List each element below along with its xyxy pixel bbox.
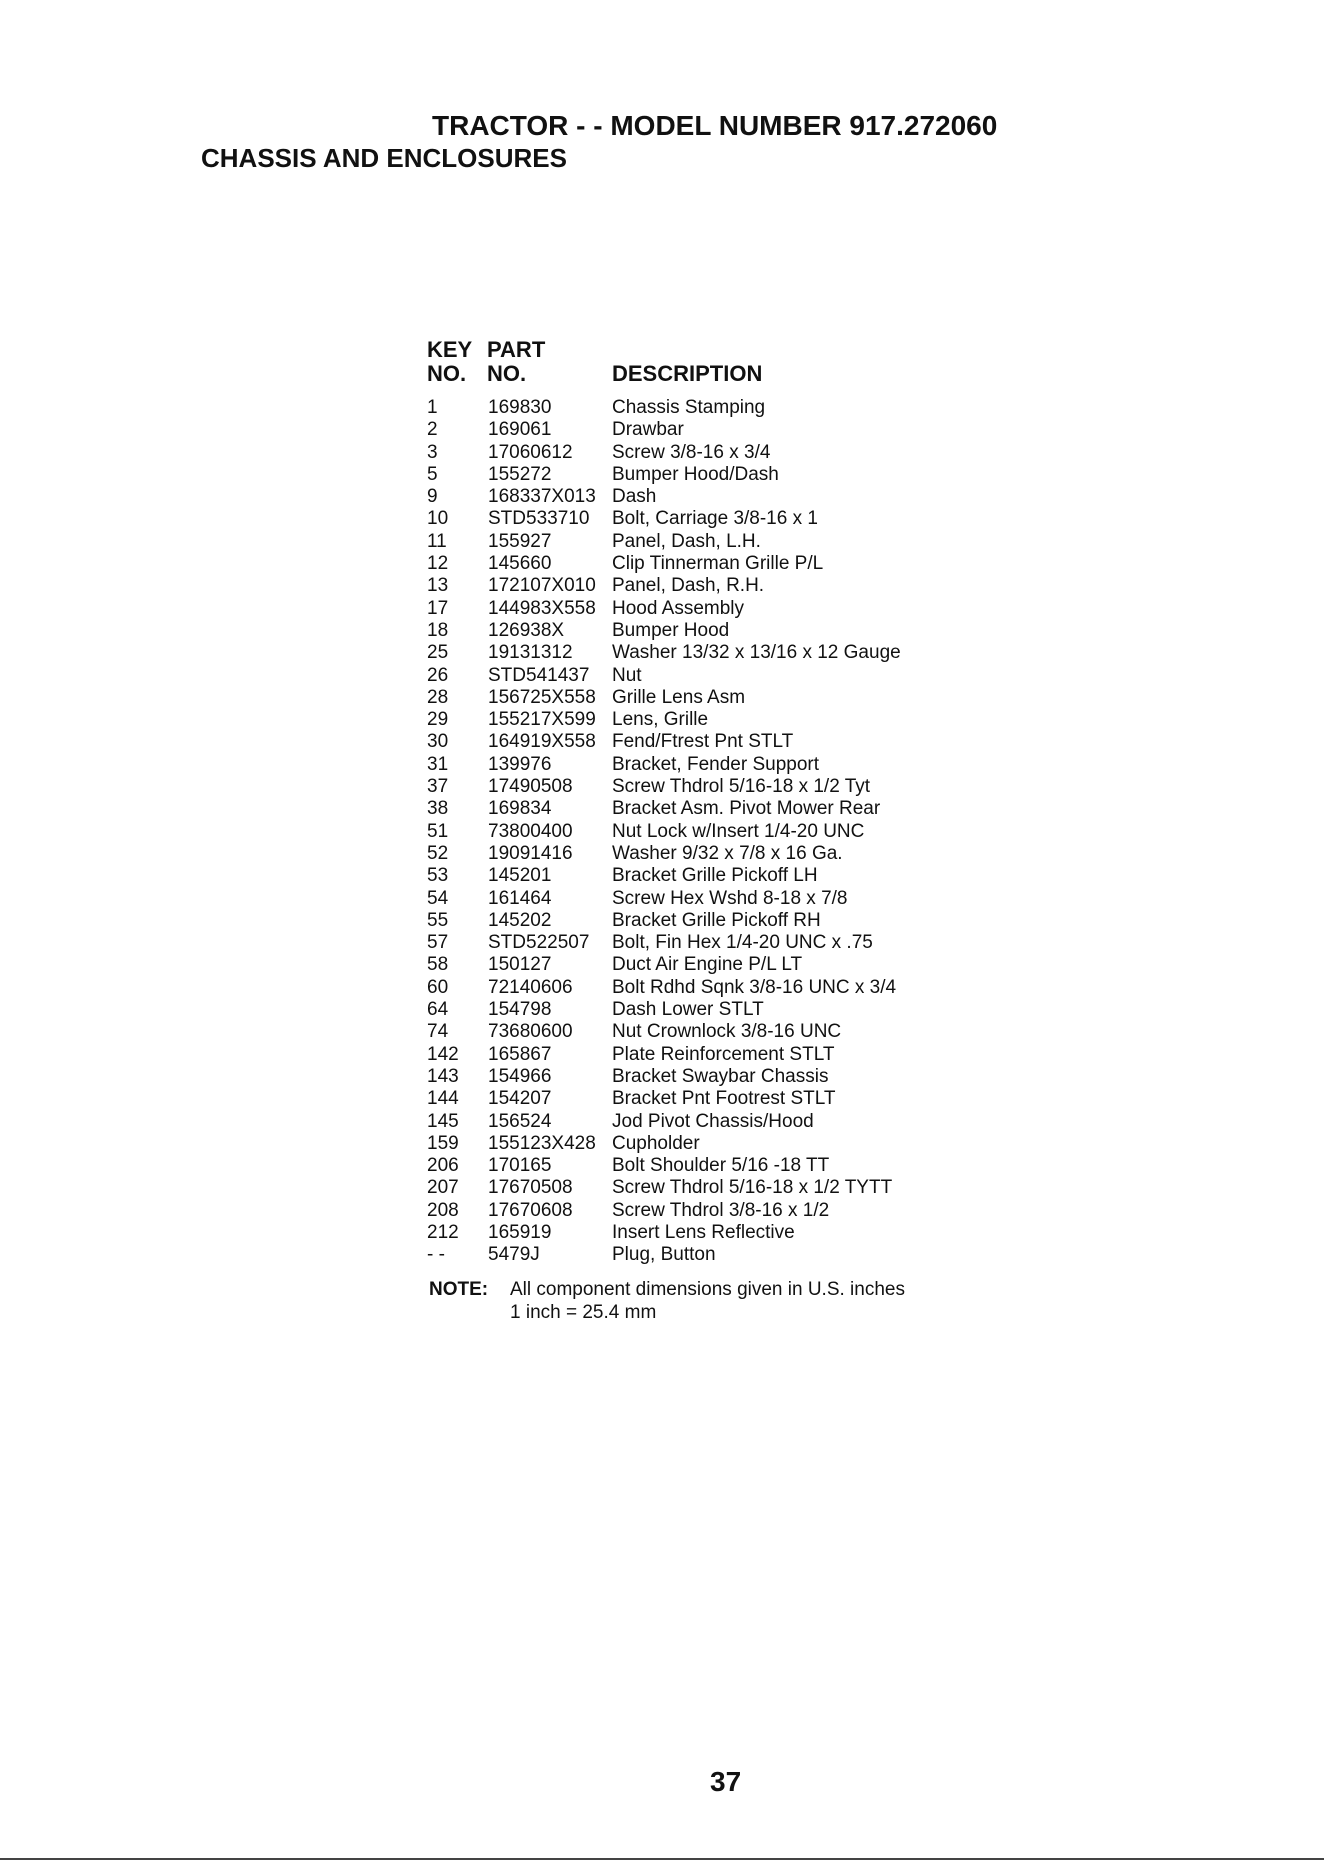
page-number: 37 xyxy=(710,1766,742,1797)
part-number: 19131312 xyxy=(488,642,573,664)
parts-row xyxy=(427,642,1047,664)
part-column-header-line1: PART xyxy=(487,337,546,362)
parts-row xyxy=(427,754,1047,776)
parts-row xyxy=(427,620,1047,642)
part-description: Nut Crownlock 3/8-16 UNC xyxy=(612,1021,842,1043)
parts-row xyxy=(427,798,1047,820)
key-number: 142 xyxy=(427,1043,459,1065)
part-description: Washer 13/32 x 13/16 x 12 Gauge xyxy=(612,642,901,664)
part-number: 126938X xyxy=(488,619,565,641)
key-column-header-line1: KEY xyxy=(427,337,473,362)
part-description: Bumper Hood xyxy=(612,619,730,641)
part-description: Chassis Stamping xyxy=(612,397,766,418)
parts-row xyxy=(427,954,1047,976)
parts-row xyxy=(427,888,1047,910)
key-number: 2 xyxy=(427,419,438,441)
key-number: 143 xyxy=(427,1065,459,1087)
part-number: 17670608 xyxy=(488,1199,573,1221)
part-description: Bolt Rdhd Sqnk 3/8-16 UNC x 3/4 xyxy=(612,976,897,998)
key-number: 5 xyxy=(427,463,438,485)
key-number: 208 xyxy=(427,1199,459,1221)
bottom-edge-rule xyxy=(0,1858,1324,1860)
part-number: 17670508 xyxy=(488,1177,573,1199)
part-description: Dash xyxy=(612,486,657,508)
key-number: 17 xyxy=(427,597,449,619)
part-description: Nut xyxy=(612,664,642,686)
part-number: 145660 xyxy=(488,553,552,575)
key-number: 60 xyxy=(427,976,449,998)
key-number: - - xyxy=(427,1244,445,1266)
parts-row xyxy=(427,1088,1047,1110)
key-number: 145 xyxy=(427,1110,459,1132)
key-number: 38 xyxy=(427,798,449,820)
parts-row xyxy=(427,598,1047,620)
part-number: 155272 xyxy=(488,463,552,485)
key-number: 159 xyxy=(427,1132,459,1154)
part-number: 17490508 xyxy=(488,776,573,798)
key-number: 12 xyxy=(427,553,449,575)
part-number: 155123X428 xyxy=(488,1132,596,1154)
parts-row xyxy=(427,486,1047,508)
part-description: Cupholder xyxy=(612,1132,700,1154)
key-number: 10 xyxy=(427,508,449,530)
part-description: Jod Pivot Chassis/Hood xyxy=(612,1110,814,1132)
part-description: Panel, Dash, R.H. xyxy=(612,575,765,597)
key-number: 212 xyxy=(427,1221,459,1243)
parts-row xyxy=(427,709,1047,731)
part-description: Screw Thdrol 5/16-18 x 1/2 Tyt xyxy=(612,776,871,798)
part-description: Screw Thdrol 3/8-16 x 1/2 xyxy=(612,1199,830,1221)
part-description: Bolt Shoulder 5/16 -18 TT xyxy=(612,1155,830,1177)
parts-row xyxy=(427,865,1047,887)
parts-row xyxy=(427,1200,1047,1222)
key-number: 58 xyxy=(427,954,449,976)
part-number: 155927 xyxy=(488,530,552,552)
part-number: 165919 xyxy=(488,1221,552,1243)
part-number: STD522507 xyxy=(488,932,590,954)
part-description: Clip Tinnerman Grille P/L xyxy=(612,553,824,575)
part-description: Plug, Button xyxy=(612,1244,716,1266)
parts-row xyxy=(427,1244,1047,1266)
key-number: 30 xyxy=(427,731,449,753)
part-number: STD533710 xyxy=(488,508,590,530)
key-number: 26 xyxy=(427,664,449,686)
parts-row xyxy=(427,731,1047,753)
description-column-header: DESCRIPTION xyxy=(612,361,763,386)
part-number: 72140606 xyxy=(488,976,573,998)
part-description: Lens, Grille xyxy=(612,709,709,731)
part-number: 145202 xyxy=(488,909,552,931)
parts-row xyxy=(427,1177,1047,1199)
part-number: 150127 xyxy=(488,954,552,976)
key-number: 54 xyxy=(427,887,449,909)
part-number: 19091416 xyxy=(488,842,573,864)
parts-row xyxy=(427,843,1047,865)
part-number: 164919X558 xyxy=(488,731,596,753)
parts-row xyxy=(427,1133,1047,1155)
part-number: 139976 xyxy=(488,753,552,775)
parts-row xyxy=(427,531,1047,553)
key-number: 53 xyxy=(427,865,449,887)
key-number: 64 xyxy=(427,999,449,1021)
part-number: 165867 xyxy=(488,1043,552,1065)
parts-row xyxy=(427,1021,1047,1043)
part-number: 17060612 xyxy=(488,441,573,463)
section-subtitle: CHASSIS AND ENCLOSURES xyxy=(201,143,567,173)
parts-row xyxy=(427,999,1047,1021)
key-number: 51 xyxy=(427,820,449,842)
parts-row xyxy=(427,397,1047,419)
parts-row xyxy=(427,1155,1047,1177)
parts-row xyxy=(427,1066,1047,1088)
part-description: Bracket Swaybar Chassis xyxy=(612,1065,829,1087)
key-number: 55 xyxy=(427,909,449,931)
part-description: Plate Reinforcement STLT xyxy=(612,1043,835,1065)
key-number: 52 xyxy=(427,842,449,864)
part-description: Nut Lock w/Insert 1/4-20 UNC xyxy=(612,820,865,842)
key-number: 206 xyxy=(427,1155,459,1177)
parts-row xyxy=(427,464,1047,486)
part-description: Bumper Hood/Dash xyxy=(612,463,779,485)
part-number: STD541437 xyxy=(488,664,590,686)
parts-row xyxy=(427,575,1047,597)
part-description: Bracket Grille Pickoff LH xyxy=(612,865,818,887)
key-number: 11 xyxy=(427,530,447,552)
part-description: Bracket, Fender Support xyxy=(612,753,819,775)
key-number: 1 xyxy=(427,397,438,418)
part-number: 161464 xyxy=(488,887,552,909)
parts-row xyxy=(427,932,1047,954)
parts-row xyxy=(427,1222,1047,1244)
part-description: Dash Lower STLT xyxy=(612,999,764,1021)
part-number: 144983X558 xyxy=(488,597,596,619)
page-title: TRACTOR - - MODEL NUMBER 917.272060 xyxy=(432,110,998,141)
part-description: Bracket Grille Pickoff RH xyxy=(612,909,821,931)
part-number: 154798 xyxy=(488,999,552,1021)
parts-row xyxy=(427,821,1047,843)
part-description: Panel, Dash, L.H. xyxy=(612,530,761,552)
key-number: 29 xyxy=(427,709,449,731)
part-number: 5479J xyxy=(488,1244,540,1266)
note-label: NOTE: xyxy=(429,1279,489,1300)
note-text-line1: All component dimensions given in U.S. inches xyxy=(510,1279,905,1300)
part-number: 155217X599 xyxy=(488,709,596,731)
part-description: Screw 3/8-16 x 3/4 xyxy=(612,441,771,463)
part-number: 154207 xyxy=(488,1088,552,1110)
parts-row xyxy=(427,910,1047,932)
parts-list xyxy=(427,397,1047,1267)
note-text-line2: 1 inch = 25.4 mm xyxy=(510,1302,657,1323)
part-number: 169061 xyxy=(488,419,552,441)
part-number: 169830 xyxy=(488,397,552,418)
key-number: 9 xyxy=(427,486,438,508)
parts-row xyxy=(427,442,1047,464)
part-number: 168337X013 xyxy=(488,486,596,508)
parts-row xyxy=(427,508,1047,530)
key-number: 144 xyxy=(427,1088,459,1110)
part-number: 154966 xyxy=(488,1065,552,1087)
part-description: Fend/Ftrest Pnt STLT xyxy=(612,731,794,753)
part-description: Grille Lens Asm xyxy=(612,686,746,708)
part-description: Bolt, Fin Hex 1/4-20 UNC x .75 xyxy=(612,932,873,954)
parts-row xyxy=(427,1111,1047,1133)
key-number: 31 xyxy=(427,753,449,775)
key-number: 13 xyxy=(427,575,449,597)
key-number: 207 xyxy=(427,1177,459,1199)
parts-row xyxy=(427,1044,1047,1066)
parts-row xyxy=(427,977,1047,999)
key-number: 18 xyxy=(427,619,449,641)
part-column-header-line2: NO. xyxy=(487,361,527,386)
part-description: Drawbar xyxy=(612,419,684,441)
key-number: 28 xyxy=(427,686,449,708)
parts-row xyxy=(427,665,1047,687)
part-description: Insert Lens Reflective xyxy=(612,1221,795,1243)
part-number: 169834 xyxy=(488,798,552,820)
part-number: 73680600 xyxy=(488,1021,573,1043)
part-description: Bolt, Carriage 3/8-16 x 1 xyxy=(612,508,818,530)
part-number: 145201 xyxy=(488,865,552,887)
parts-row xyxy=(427,776,1047,798)
key-number: 37 xyxy=(427,776,449,798)
part-description: Bracket Pnt Footrest STLT xyxy=(612,1088,836,1110)
part-number: 172107X010 xyxy=(488,575,596,597)
part-number: 170165 xyxy=(488,1155,552,1177)
key-number: 74 xyxy=(427,1021,449,1043)
parts-row xyxy=(427,553,1047,575)
part-description: Duct Air Engine P/L LT xyxy=(612,954,803,976)
part-description: Screw Thdrol 5/16-18 x 1/2 TYTT xyxy=(612,1177,893,1199)
key-number: 3 xyxy=(427,441,438,463)
parts-row xyxy=(427,687,1047,709)
key-number: 25 xyxy=(427,642,449,664)
part-description: Washer 9/32 x 7/8 x 16 Ga. xyxy=(612,842,843,864)
part-number: 156725X558 xyxy=(488,686,596,708)
part-description: Hood Assembly xyxy=(612,597,745,619)
parts-row xyxy=(427,419,1047,441)
part-number: 73800400 xyxy=(488,820,573,842)
key-column-header-line2: NO. xyxy=(427,361,467,386)
part-description: Bracket Asm. Pivot Mower Rear xyxy=(612,798,881,820)
key-number: 57 xyxy=(427,932,449,954)
part-description: Screw Hex Wshd 8-18 x 7/8 xyxy=(612,887,848,909)
part-number: 156524 xyxy=(488,1110,552,1132)
